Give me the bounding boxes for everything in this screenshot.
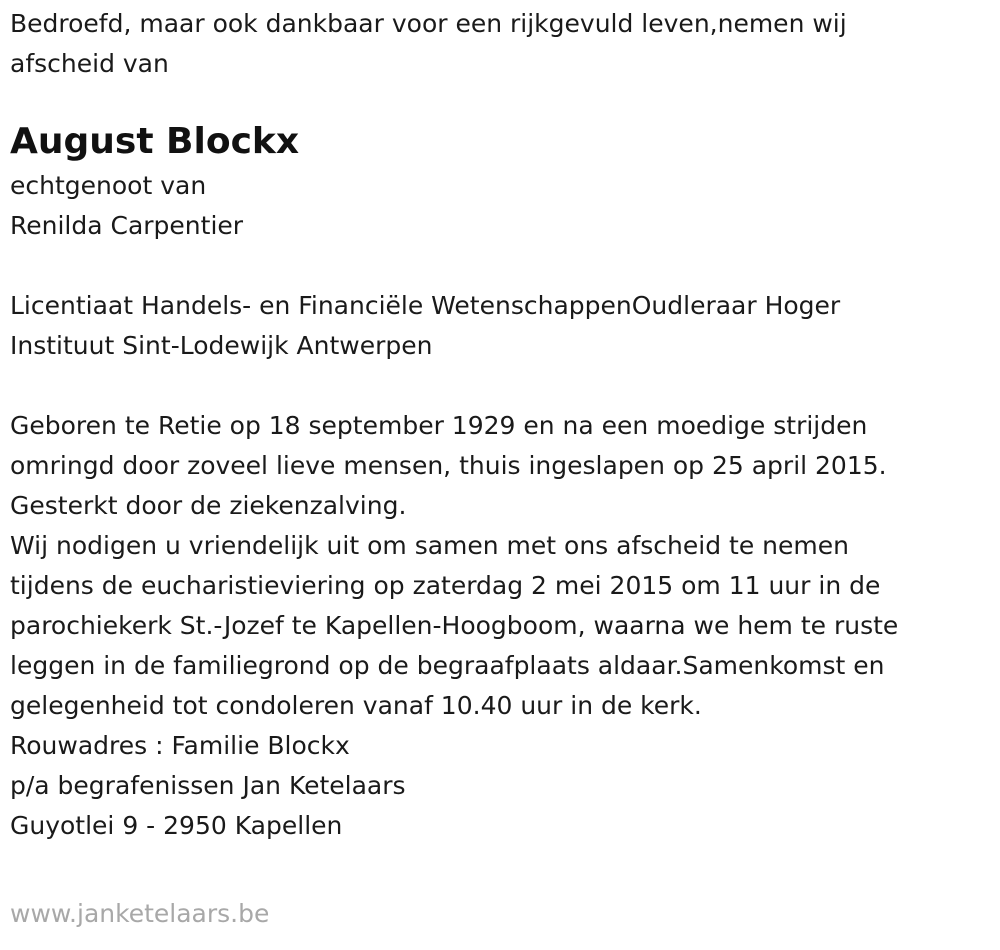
website-link[interactable]: www.janketelaars.be: [10, 899, 270, 928]
body-line: tijdens de eucharistieviering op zaterdag 2 mei 2015 om 11 uur in de: [10, 571, 881, 600]
body-line: parochiekerk St.-Jozef te Kapellen-Hoogboom, waarna we hem te ruste: [10, 611, 899, 640]
intro-line-2: afscheid van: [10, 49, 169, 78]
address-line-2: p/a begrafenissen Jan Ketelaars: [10, 771, 406, 800]
intro-line-1: Bedroefd, maar ook dankbaar voor een rijkgevuld leven,nemen wij: [10, 9, 847, 38]
body-line: Gesterkt door de ziekenzalving.: [10, 491, 407, 520]
spacer: [10, 366, 990, 406]
body-line: leggen in de familiegrond op de begraafplaats aldaar.Samenkomst en: [10, 651, 885, 680]
body-line: Geboren te Retie op 18 september 1929 en na een moedige strijden: [10, 411, 868, 440]
titles-line-2: Instituut Sint-Lodewijk Antwerpen: [10, 331, 433, 360]
titles-line-1: Licentiaat Handels- en Financiële WetenschappenOudleraar Hoger: [10, 291, 841, 320]
spouse-name: Renilda Carpentier: [10, 211, 244, 240]
relation-text: echtgenoot van: [10, 171, 207, 200]
deceased-name: August Blockx: [10, 121, 300, 162]
obituary-notice: [10, 0, 990, 846]
address-line-1: Rouwadres : Familie Blockx: [10, 731, 350, 760]
body-line: gelegenheid tot condoleren vanaf 10.40 uur in de kerk.: [10, 691, 702, 720]
spacer: [10, 246, 990, 286]
body-line: omringd door zoveel lieve mensen, thuis ingeslapen op 25 april 2015.: [10, 451, 887, 480]
intro-section: [10, 4, 990, 84]
address-line-3: Guyotlei 9 - 2950 Kapellen: [10, 811, 343, 840]
address-section: [10, 726, 990, 846]
body-line: Wij nodigen u vriendelijk uit om samen met ons afscheid te nemen: [10, 531, 849, 560]
body-section: [10, 406, 990, 726]
